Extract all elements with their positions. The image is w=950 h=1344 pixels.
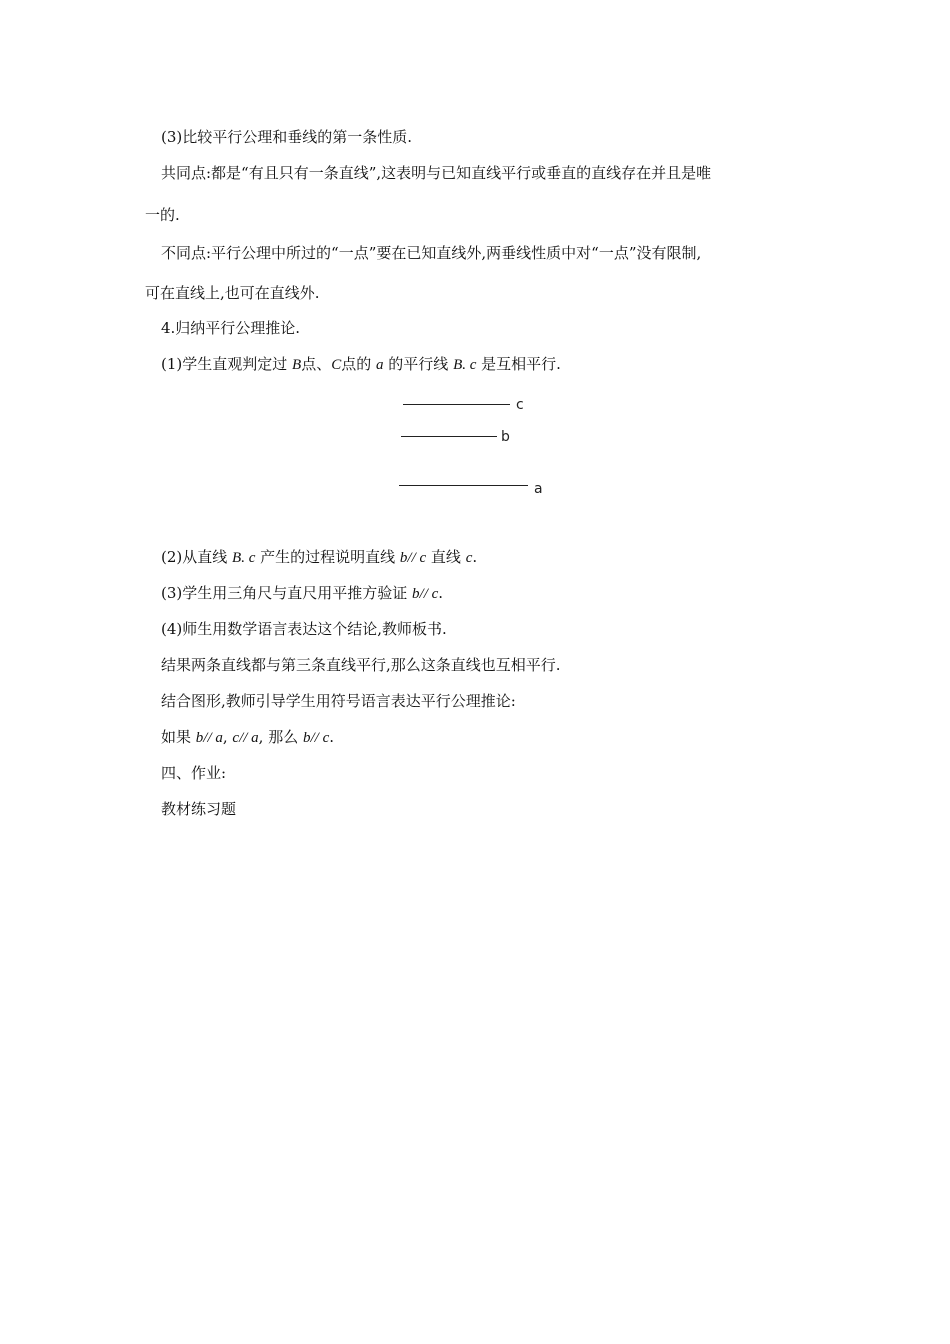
line-b [401,436,497,437]
paragraph-conclusion: 结果两条直线都与第三条直线平行,那么这条直线也互相平行. [161,656,561,674]
math-var: c [465,550,473,566]
paragraph-differences: 不同点:平行公理中所过的“一点”要在已知直线外,两垂线性质中对“一点”没有限制, [161,244,702,262]
text: , 那么 [258,728,303,746]
text: . [329,728,335,746]
math-var: a [376,357,384,373]
text: , [222,728,233,746]
text: . [472,548,478,566]
text: (1)学生直观判定过 [161,355,293,373]
math-var: b// c [302,730,330,746]
text: (3)学生用三角尺与直尺用平推方验证 [161,584,413,602]
text: 是互相平行. [476,355,561,373]
text: 点、 [301,355,332,373]
text: 产生的过程说明直线 [255,548,400,566]
paragraph-differences-cont: 可在直线上,也可在直线外. [145,284,320,302]
line-c [403,404,510,405]
text: 如果 [161,728,196,746]
math-var: B. c [453,357,477,373]
label-a: a [534,481,543,497]
text: . [438,584,444,602]
heading-corollary: 4.归纳平行公理推论. [161,319,301,337]
math-var: b// c [399,550,427,566]
paragraph-symbolic-statement [161,727,334,748]
math-var: B [292,357,302,373]
paragraph-symbolic-intro: 结合图形,教师引导学生用符号语言表达平行公理推论: [161,692,516,710]
paragraph-step-3 [161,583,443,604]
text: 的平行线 [383,355,454,373]
paragraph-step-1 [161,354,561,375]
text: 点的 [341,355,377,373]
math-var: C [331,357,342,373]
paragraph-common-points-cont: 一的. [145,206,180,224]
text: (2)从直线 [161,548,233,566]
math-var: b// c [412,586,439,602]
heading-homework: 四、作业: [161,764,227,782]
paragraph-compare-axioms: (3)比较平行公理和垂线的第一条性质. [161,128,413,146]
math-var: b// a [195,730,223,746]
paragraph-common-points: 共同点:都是“有且只有一条直线”,这表明与已知直线平行或垂直的直线存在并且是唯 [161,164,712,182]
paragraph-step-4: (4)师生用数学语言表达这个结论,教师板书. [161,620,447,638]
text: 直线 [426,548,466,566]
math-var: B. c [232,550,256,566]
label-b: b [501,429,510,445]
label-c: c [516,397,524,413]
paragraph-homework-content: 教材练习题 [161,800,237,818]
math-var: c// a [232,730,259,746]
paragraph-step-2 [161,547,477,568]
line-a [399,485,528,486]
